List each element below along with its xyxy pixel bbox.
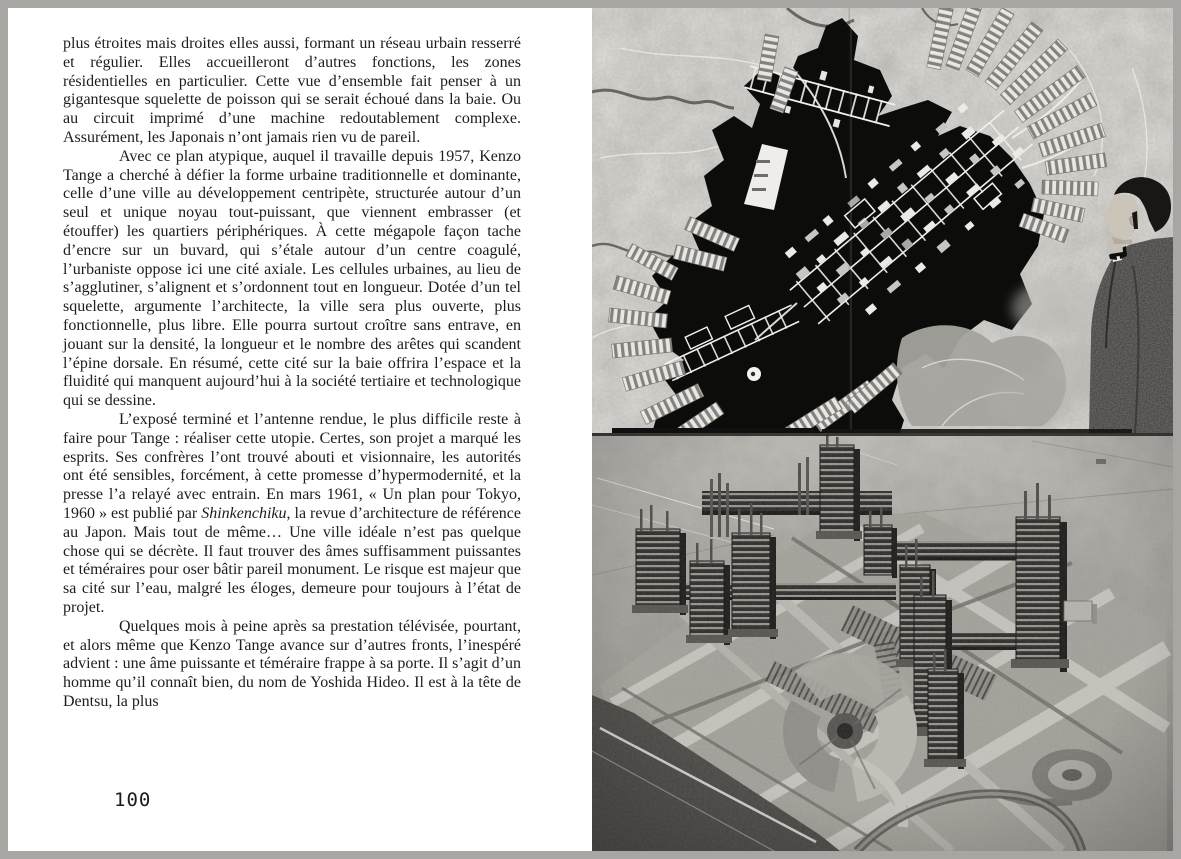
bay-circle-marker [747,367,761,381]
figure-bottom-model [592,433,1173,851]
right-page-figures [592,8,1173,851]
paragraph: plus étroites mais droites elles aussi, formant un réseau urbain resserré et régulier. Elles accueilleront d’autres fonctions, les zones résidentielles en particulier. Cette vue d’ensemble fait penser à un gigantesque squelette de poisson qui se serait échoué dans la baie. Ou au circuit imprimé d’une machine redoutablement complexe. Assurément, les Japonais n’ont jamais rien vu de pareil. [63,35,521,146]
paragraph: Avec ce plan atypique, auquel il travaille depuis 1957, Kenzo Tange a cherché à défier la forme urbaine traditionnelle et dominante, celle d’une ville au développement centripète, structurée autour d’un seul et unique noyau tout-puissant, que viennent embrasser (et étouffer) les quartiers périphériques. À cette mégapole façon tache d’encre sur un buvard, qui s’étale autour d’un centre coagulé, l’urbaniste oppose ici une cité axiale. Les cellules urbaines, au lieu de s’agglutiner, s’alignent et s’ordonnent tout en longueur. Dotée d’un tel squelette, argumente l’architecte, la ville sera plus ouverte, plus fonctionnelle, plus libre. Elle pourra surtout croître sans entrave, en jouant sur la densité, la longueur et le nombre des arêtes qui scandent l’épine dorsale. En résumé, cette cité sur la baie offrira l’espace et la fluidité qui manquent aujourd’hui à la société tertiaire et technologique qui se dessine. [63,147,521,410]
tokyo-bay-map-photo [592,8,1173,433]
left-page [8,8,1173,851]
paragraph: Quelques mois à peine après sa prestation télévisée, pourtant, et alors même que Kenzo Tange avance sur d’autres fronts, l’inespéré advient : une âme puissante et téméraire frappe à sa porte. Il s’agit d’un homme qu’il connaît bien, du nom de Yoshida Hideo. Il est à la tête de Dentsu, la plus [63,617,521,710]
page-number: 100 [114,789,152,811]
paragraph: L’exposé terminé et l’antenne rendue, le plus difficile reste à faire pour Tange : réaliser cette utopie. Certes, son projet a marqué les esprits. Ses confrères l’ont trouvé abouti et visionnaire, les autorités ont été sensibles, forcément, à cette promesse d’hypermodernité, et la presse l’a relayé avec entrain. En mars 1961, « Un plan pour Tokyo, 1960 » est publié par Shinkenchiku, la revue d’architecture de référence au Japon. Mais tout de même… Une ville idéale n’est pas quelque chose qui se décrète. Il faut trouver des âmes suffisamment puissantes et téméraires pour oser bâtir pareil monument. Le risque est majeur que sa cité sur l’eau, malgré les éloges, demeure pour toujours à l’état de projet. [63,410,521,616]
figure-top-aerial-plan [592,8,1173,433]
city-model-photo [592,433,1173,851]
page-text [63,35,521,712]
fold-line [849,8,851,433]
